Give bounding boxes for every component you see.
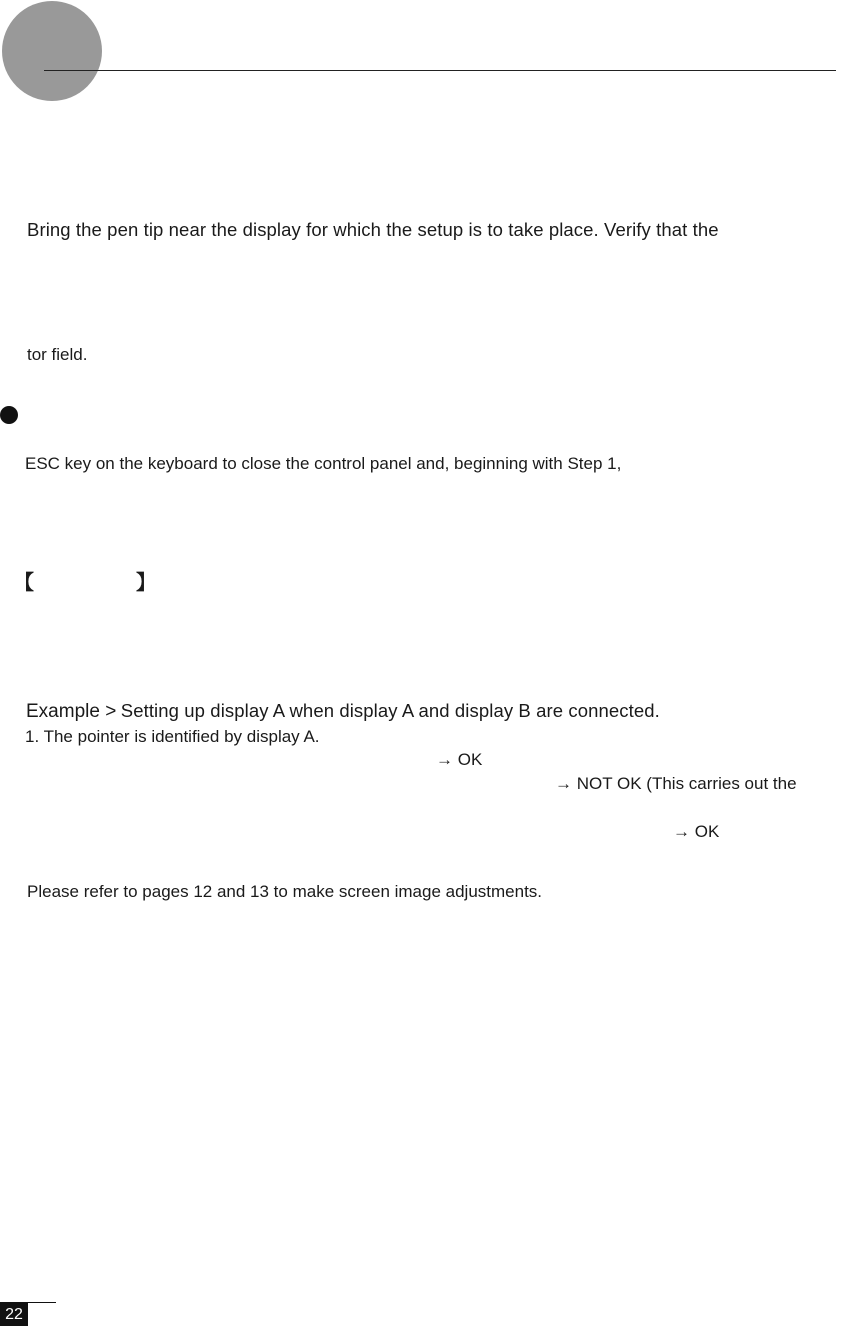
result-ok-1: → OK	[436, 750, 483, 769]
section-marker-circle	[2, 1, 102, 101]
paragraph-esc: ESC key on the keyboard to close the control panel and, beginning with Step 1,	[25, 454, 622, 473]
bullet-icon	[0, 406, 18, 424]
header-rule	[44, 70, 836, 71]
bracket-open: 【	[14, 570, 34, 594]
example-line	[26, 700, 660, 723]
bracket-close: 】	[136, 570, 156, 594]
page-number: 22	[0, 1303, 28, 1326]
paragraph-pen-tip: Bring the pen tip near the display for which the setup is to take place. Verify that the	[27, 219, 719, 240]
paragraph-refer: Please refer to pages 12 and 13 to make screen image adjustments.	[27, 882, 543, 901]
example-label: Example >	[26, 701, 117, 722]
step-1: 1. The pointer is identified by display A.	[25, 727, 320, 746]
example-text: Setting up display A when display A and display B are connected.	[120, 700, 660, 721]
result-not-ok: → NOT OK (This carries out the	[555, 774, 797, 793]
result-ok-2: → OK	[673, 822, 720, 841]
paragraph-field: tor field.	[27, 345, 88, 364]
